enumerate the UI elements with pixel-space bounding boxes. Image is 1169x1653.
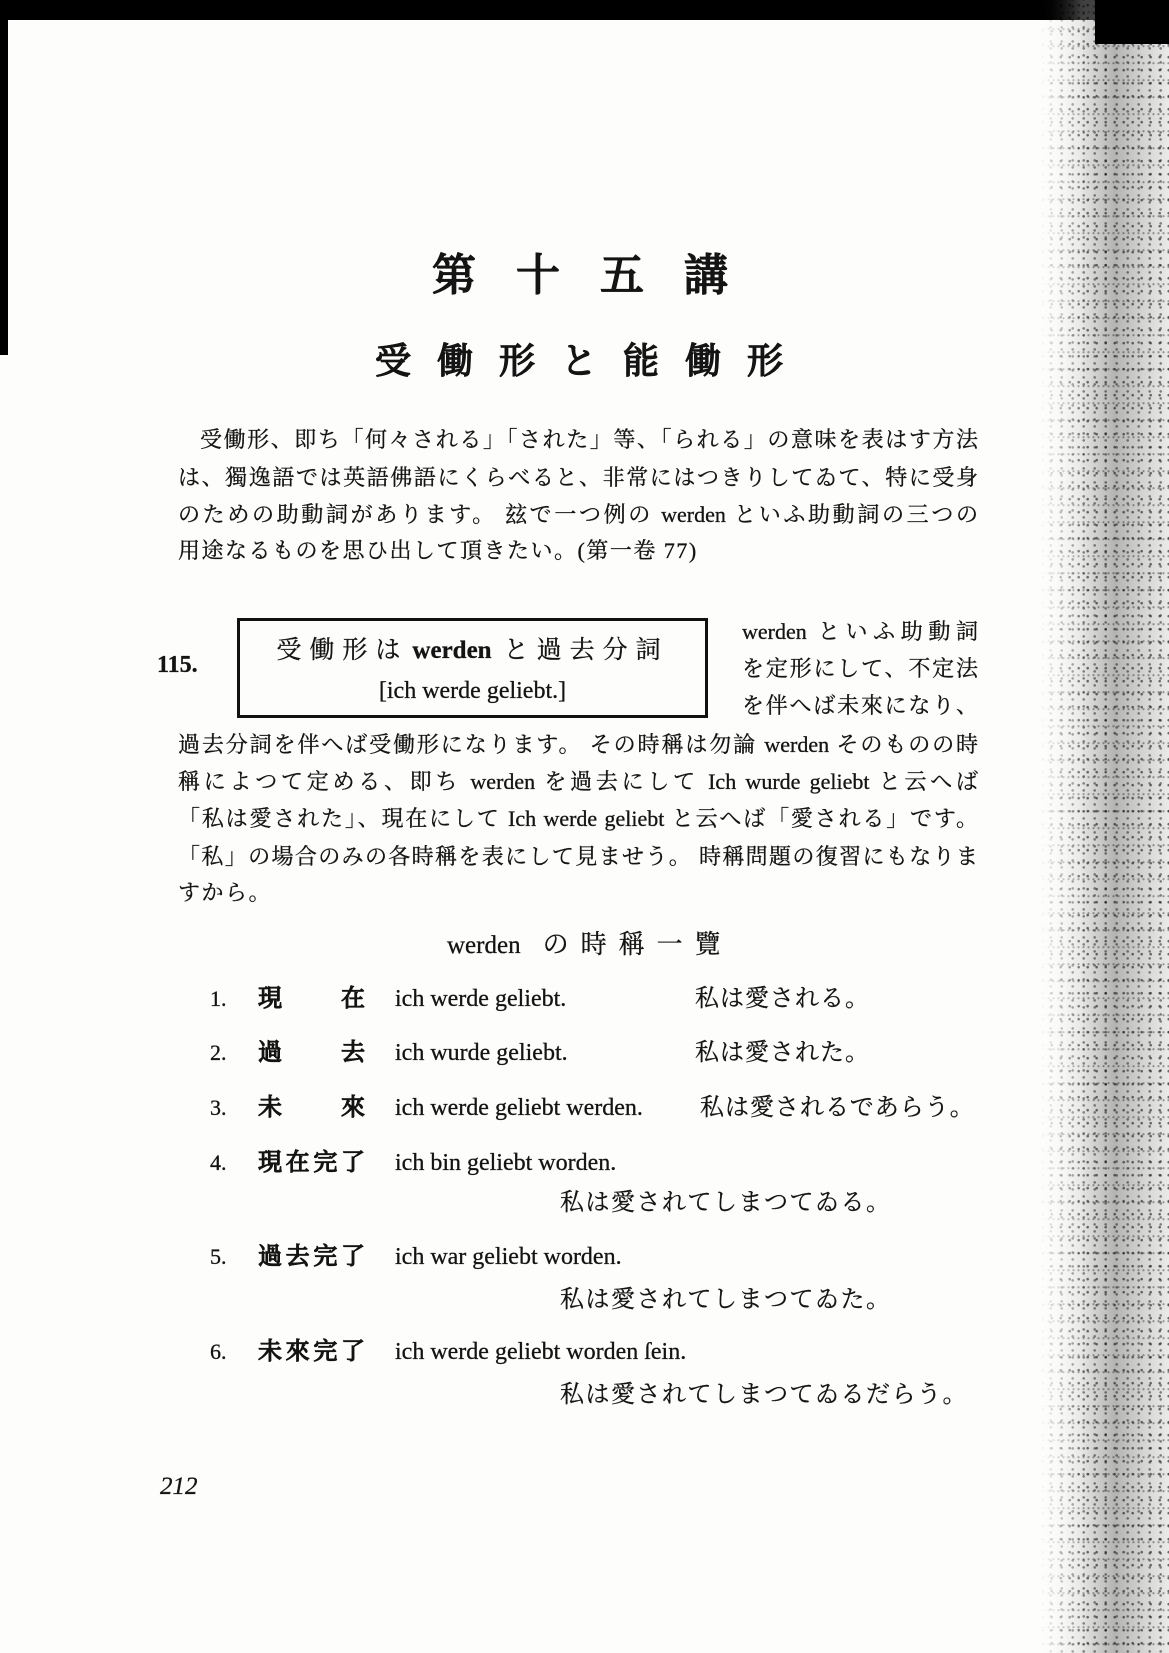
tense-name: 未來完了 bbox=[258, 1339, 365, 1365]
japanese-translation: 私は愛されてしまつてゐた。 bbox=[560, 1287, 892, 1313]
tense-table-heading bbox=[447, 928, 733, 966]
german-sentence: ich werde geliebt werden. bbox=[395, 1095, 643, 1121]
intro-line: のための助動詞があります。 玆で一つ例の werden といふ助動詞の三つの bbox=[178, 502, 978, 527]
tense-name: 未來 bbox=[258, 1095, 365, 1121]
tense-row bbox=[0, 1240, 1169, 1274]
scan-border-left bbox=[0, 0, 8, 355]
side-text-line: を伴へば未來になり、 bbox=[742, 693, 978, 718]
tense-row-number: 1. bbox=[210, 986, 227, 1011]
scan-border-top bbox=[0, 0, 1169, 20]
tense-row-number: 6. bbox=[210, 1339, 227, 1364]
body-line: 過去分詞を伴へば受働形になります。 その時稱は勿論 werden そのものの時 bbox=[178, 732, 978, 757]
rule-statement bbox=[240, 635, 705, 667]
tense-row bbox=[0, 1091, 1169, 1125]
german-sentence: ich wurde geliebt. bbox=[395, 1040, 568, 1066]
tense-row bbox=[0, 1036, 1169, 1070]
tense-row bbox=[0, 982, 1169, 1016]
tense-name: 過去 bbox=[258, 1040, 365, 1066]
side-text-line: werden といふ助動詞 bbox=[742, 619, 978, 644]
tense-table-heading-title: の時稱一覽 bbox=[542, 930, 733, 959]
german-sentence: ich werde geliebt. bbox=[395, 986, 567, 1012]
german-sentence: ich bin geliebt worden. bbox=[395, 1150, 617, 1176]
japanese-translation: 私は愛されるであらう。 bbox=[700, 1095, 975, 1121]
tense-row bbox=[0, 1146, 1169, 1180]
side-text-line: を定形にして、不定法 bbox=[742, 656, 978, 681]
rule-example: [ich werde geliebt.] bbox=[378, 678, 567, 704]
intro-line: は、獨逸語では英語佛語にくらべると、非常にはつきりしてゐて、特に受身 bbox=[178, 465, 978, 490]
tense-row-number: 3. bbox=[210, 1095, 227, 1120]
intro-line: 用途なるものを思ひ出して頂きたい。(第一卷 77) bbox=[178, 538, 698, 563]
body-line: 「私は愛された」、現在にして Ich werde geliebt と云へば「愛される」です。 bbox=[178, 806, 978, 831]
intro-line: 受働形、即ち「何々される」「された」等、「られる」の意味を表はす方法 bbox=[200, 427, 978, 452]
chapter-subtitle: 受働形と能働形 bbox=[375, 341, 810, 381]
german-sentence: ich werde geliebt worden ſein. bbox=[395, 1339, 687, 1365]
tense-name: 現在 bbox=[258, 986, 365, 1012]
tense-table-heading-keyword: werden bbox=[447, 932, 521, 959]
rule-box bbox=[237, 618, 708, 718]
page-number: 212 bbox=[160, 1473, 198, 1500]
chapter-title: 第十五講 bbox=[432, 251, 768, 300]
japanese-translation: 私は愛されてしまつてゐるだらう。 bbox=[560, 1382, 968, 1408]
rule-head-text: 受働形は bbox=[276, 637, 409, 664]
body-line: 「私」の場合のみの各時稱を表にして見ませう。 時稱問題の復習にもなりま bbox=[178, 844, 978, 869]
tense-row bbox=[0, 1335, 1169, 1369]
tense-row-number: 5. bbox=[210, 1244, 227, 1269]
japanese-translation: 私は愛されてしまつてゐる。 bbox=[560, 1190, 892, 1216]
section-number: 115. bbox=[157, 652, 198, 678]
german-sentence: ich war geliebt worden. bbox=[395, 1244, 622, 1270]
tense-row-number: 4. bbox=[210, 1150, 227, 1175]
scan-corner-top-right bbox=[1095, 0, 1169, 44]
tense-name: 現在完了 bbox=[258, 1150, 365, 1176]
page-edge-shadow bbox=[1040, 0, 1169, 1653]
japanese-translation: 私は愛される。 bbox=[695, 986, 870, 1012]
rule-tail-text: と過去分詞 bbox=[503, 637, 669, 664]
rule-keyword: werden bbox=[412, 637, 492, 664]
body-line: すから。 bbox=[178, 880, 273, 905]
tense-row-number: 2. bbox=[210, 1040, 227, 1065]
japanese-translation: 私は愛された。 bbox=[695, 1040, 870, 1066]
body-line: 稱によつて定める、即ち werden を過去にして Ich wurde geliebt と云へば bbox=[178, 769, 978, 794]
tense-name: 過去完了 bbox=[258, 1244, 365, 1270]
